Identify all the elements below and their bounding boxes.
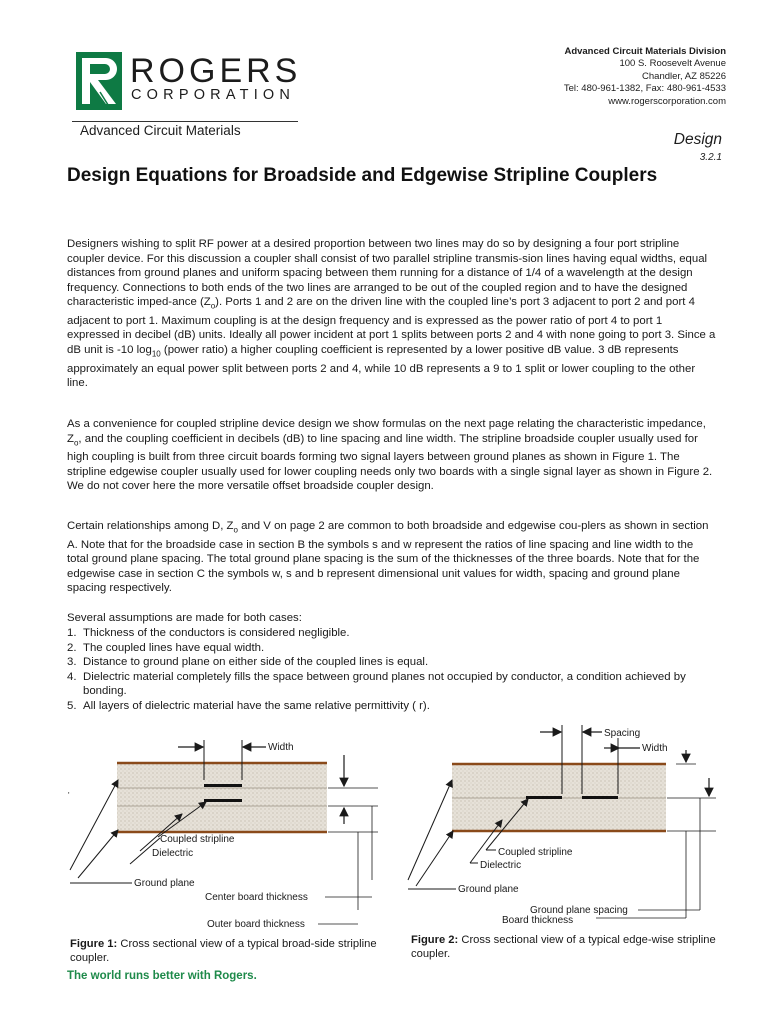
paragraph-intro: Designers wishing to split RF power at a desired proportion between two lines may do so by designing a four port stripline coupler device. For this discussion a coupler shall consist of two parallel stripline transmis-sion lines having equal widths, equal distances from ground planes and uniform spacing between them running for a distance of 1/4 of a wavelength at the design frequency. Connections to both ends of the two lines are arranged to be out of the coupled region and to have the designed characteristic imped-ance $(Z_o)$. Ports 1 and 2 are on the driven line with the coupled line’s port 3 adjacent to port 2 and port 4 adjacent to port 1. Maximum coupling is at the design frequency and is expressed as the power ratio of port 4 to port 1 expressed in decibel (dB) units. Ideally all power incident at port 1 splits between ports 2 and 4 with none going to port 3. Since a dB unit is -10 $\log_{10}$ (power ratio) a higher coupling coefficient is represented by a lower positive dB value. 3 dB represents approximately an equal power split between ports 2 and 4, while 10 dB represents a 9 to 1 split or lower coupling to the other line. (67, 238, 716, 390)
footer-tagline: The world runs better with Rogers. (67, 970, 257, 982)
logo-corporation: CORPORATION (131, 87, 296, 103)
fig1-upper-strip (204, 784, 242, 787)
address-division: Advanced Circuit Materials Division (564, 46, 726, 57)
fig2-board-label: Board thickness (502, 915, 574, 926)
figure2-caption: Figure 2: Cross sectional view of a typical edge-wise stripline coupler. (411, 934, 716, 960)
fig1-lower-strip (204, 799, 242, 802)
address-phone: Tel: 480-961-1382, Fax: 480-961-4533 (563, 83, 726, 95)
list-item: 4. Dielectric material completely fills the space between ground planes not occupied by conductor, a condition achieved by bonding. (67, 670, 686, 697)
fig1-width-label: Width (268, 742, 294, 753)
section-number: 3.2.1 (699, 152, 722, 163)
header-subtitle: Advanced Circuit Materials (80, 123, 241, 138)
design-label: Design (673, 131, 722, 148)
list-item: 2. The coupled lines have equal width. (67, 641, 265, 654)
fig1-coupled-label: Coupled stripline (160, 834, 235, 845)
fig2-spacing-label: Spacing (604, 728, 641, 739)
fig1-dielectric-label: Dielectric (152, 848, 194, 859)
address-block (426, 46, 726, 108)
address-street: 100 S. Roosevelt Avenue (619, 58, 726, 70)
list-item: 3. Distance to ground plane on either side of the coupled lines is equal. (67, 656, 429, 668)
fig2-ground-spacing-label: Ground plane spacing (530, 905, 628, 916)
fig2-left-strip (526, 796, 562, 799)
fig2-width-label: Width (642, 743, 668, 754)
fig2-dielectric-label: Dielectric (480, 860, 522, 871)
figure1-caption: Figure 1: Cross sectional view of a typical broad-side stripline coupler. (70, 938, 377, 964)
paragraph-convenience: As a convenience for coupled stripline device design we show formulas on the next page relating the characteristic impedance, $Z_o$, and the coupling coefficient in decibels (dB) to line spacing and line width. The stripline broadside coupler usually used for high coupling is built from three circuit boards forming two signal layers between ground planes as shown in Figure 1. The stripline edgewise coupler usually used for lower coupling needs only two boards with a single signal layer as shown in Figure 2. We do not cover here the more versatile offset broadside coupler design. (67, 418, 713, 493)
address-city: Chandler, AZ 85226 (642, 70, 726, 82)
fig1-outer-label: Outer board thickness (207, 919, 305, 930)
fig1-ground-label: Ground plane (134, 878, 195, 889)
fig2-ground-label: Ground plane (458, 884, 519, 895)
figures-diagram (0, 720, 768, 935)
paragraph-relationships: Certain relationships among D, $Z_o$ and V on page 2 are common to both broadside and edgewise cou-plers as shown in section A. Note that for the broadside case in section B the symbols s and w represent the ratios of line spacing and line width to the total ground plane spacing. The total ground plane spacing is the sum of the thicknesses of the three boards. Note that for the edgewise case in section C the symbols w, s and b represent dimensional unit values for width, spacing and ground plane spacing respectively. (67, 520, 709, 595)
figure2-diagram (408, 725, 716, 926)
assumptions-intro: Several assumptions are made for both cases: (67, 612, 302, 624)
svg-text:': ' (68, 791, 70, 800)
list-item: 5. All layers of dielectric material have the same relative permittivity ( r). (67, 699, 430, 712)
address-web[interactable]: www.rogerscorporation.com (608, 95, 726, 107)
fig2-right-strip (582, 796, 618, 799)
fig1-dielectric-body (117, 763, 327, 832)
page-title: Design Equations for Broadside and Edgewise Stripline Couplers (67, 165, 658, 186)
header-divider (72, 121, 298, 122)
figure1-diagram (68, 740, 378, 930)
assumptions-list (67, 626, 707, 713)
rogers-logo-icon (76, 52, 122, 110)
fig2-coupled-label: Coupled stripline (498, 847, 573, 858)
fig1-center-label: Center board thickness (205, 892, 308, 903)
list-item: 1. Thickness of the conductors is considered negligible. (67, 627, 350, 639)
logo-wordmark: ROGERS (130, 52, 302, 90)
